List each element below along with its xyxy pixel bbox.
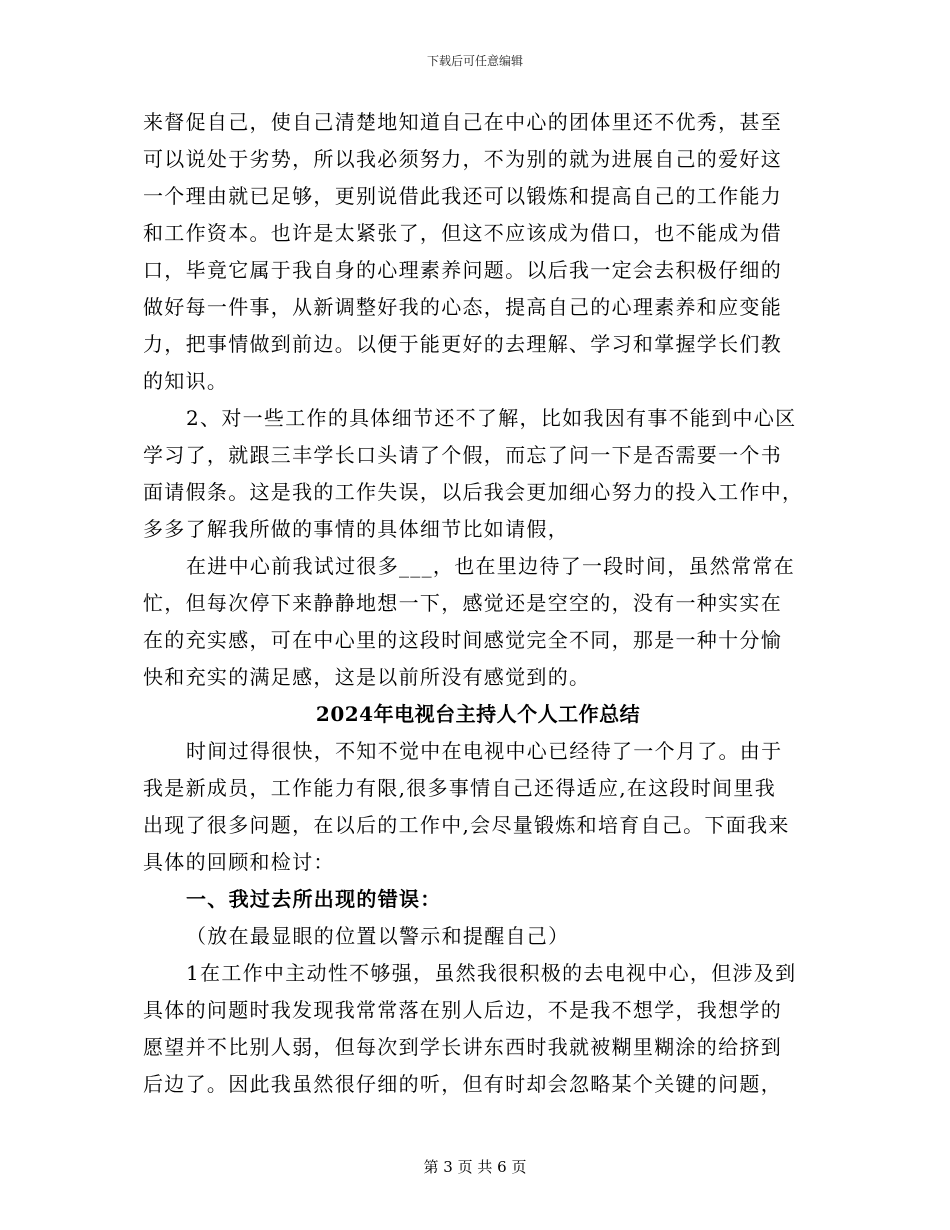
- body-line: 我是新成员，工作能力有限,很多事情自己还得适应,在这段时间里我: [143, 776, 777, 800]
- body-line: 多多了解我所做的事情的具体细节比如请假，: [143, 517, 569, 541]
- body-line: 面请假条。这是我的工作失误，以后我会更加细心努力的投入工作中，: [143, 480, 804, 504]
- body-line: 的知识。: [143, 369, 229, 393]
- header-note: 下载后可任意编辑: [426, 54, 523, 68]
- body-line: 愿望并不比别人弱，但每次到学长讲东西时我就被糊里糊涂的给挤到: [143, 1035, 782, 1059]
- body-line: 一个理由就已足够，更别说借此我还可以锻炼和提高自己的工作能力: [143, 184, 782, 208]
- body-line: 力，把事情做到前边。以便于能更好的去理解、学习和掌握学长们教: [143, 332, 782, 356]
- body-line: 具体的问题时我发现我常常落在别人后边，不是我不想学，我想学的: [143, 998, 782, 1022]
- subsection-heading: 一、我过去所出现的错误：: [186, 887, 442, 911]
- body-line: 来督促自己，使自己清楚地知道自己在中心的团体里还不优秀，甚至: [143, 110, 782, 134]
- body-line: 可以说处于劣势，所以我必须努力，不为别的就为进展自己的爱好这: [143, 147, 782, 171]
- page-number: 第 3 页 共 6 页: [423, 1158, 527, 1176]
- document-body: [143, 104, 813, 1103]
- paragraph-start-line: （放在最显眼的位置以警示和提醒自己）: [186, 924, 570, 948]
- body-line: 后边了。因此我虽然很仔细的听，但有时却会忽略某个关键的问题，: [143, 1072, 782, 1096]
- body-line: 做好每一件事，从新调整好我的心态，提高自己的心理素养和应变能: [143, 295, 782, 319]
- paragraph-start-line: 2、对一些工作的具体细节还不了解，比如我因有事不能到中心区: [186, 406, 797, 430]
- body-line: 快和充实的满足感，这是以前所没有感觉到的。: [143, 665, 591, 689]
- section-title: 2024年电视台主持人个人工作总结: [315, 702, 641, 726]
- body-line: 学习了，就跟三丰学长口头请了个假，而忘了问一下是否需要一个书: [143, 443, 782, 467]
- body-line: 和工作资本。也许是太紧张了，但这不应该成为借口，也不能成为借: [143, 221, 782, 245]
- body-line: 在的充实感，可在中心里的这段时间感觉完全不同，那是一种十分愉: [143, 628, 782, 652]
- paragraph-start-line: 1在工作中主动性不够强，虽然我很积极的去电视中心，但涉及到: [186, 961, 797, 985]
- paragraph-start-line: 在进中心前我试过很多___，也在里边待了一段时间，虽然常常在: [186, 554, 795, 578]
- body-line: 口，毕竟它属于我自身的心理素养问题。以后我一定会去积极仔细的: [143, 258, 782, 282]
- body-line: 具体的回顾和检讨：: [143, 850, 335, 874]
- body-line: 出现了很多问题，在以后的工作中,会尽量锻炼和培育自己。下面我来: [143, 813, 790, 837]
- paragraph-start-line: 时间过得很快，不知不觉中在电视中心已经待了一个月了。由于: [186, 739, 783, 763]
- body-line: 忙，但每次停下来静静地想一下，感觉还是空空的，没有一种实实在: [143, 591, 782, 615]
